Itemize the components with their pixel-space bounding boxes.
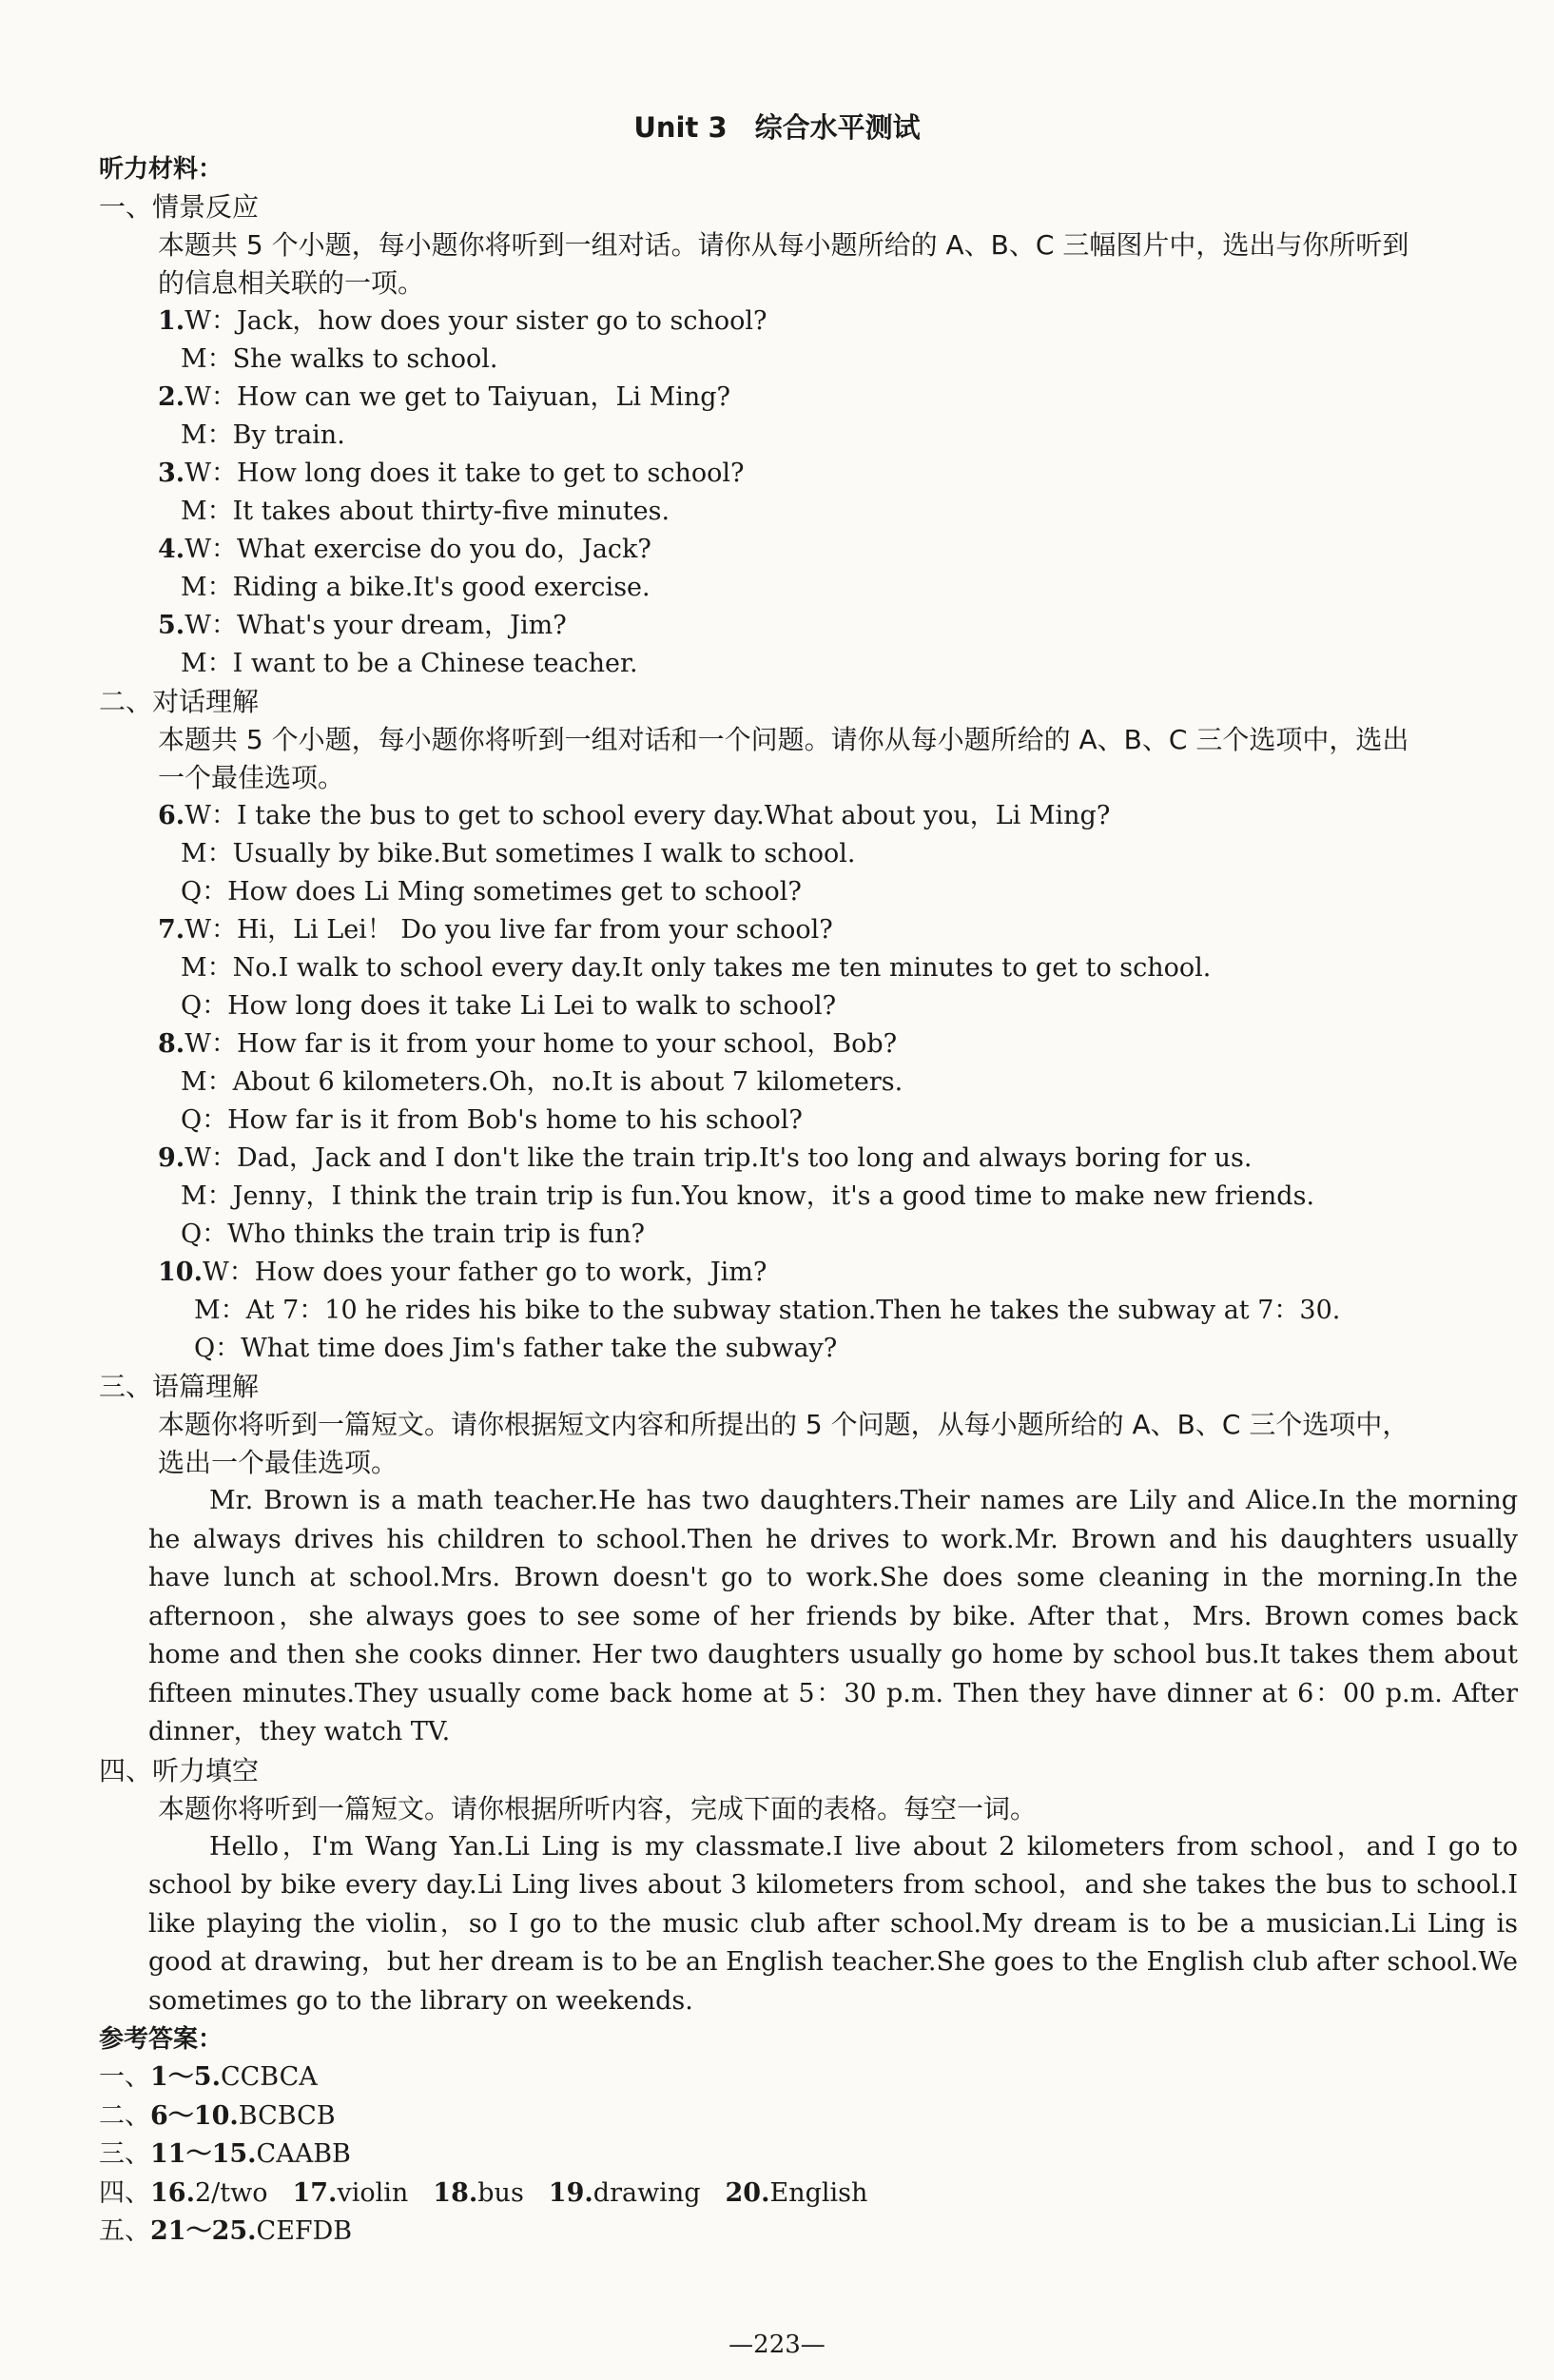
q7-w: 7.W：Hi，Li Lei！ Do you live far from your school? bbox=[158, 915, 833, 945]
section-3-passage: Mr. Brown is a math teacher.He has two daughters.Their names are Lily and Alice.In the morning he always drives his children to school.Then he drives to work.Mr. Brown and his daughters usually have lunch at school.Mrs. Brown doesn't go to work.She does some cleaning in the morning.In the afternoon，she always goes to see some of her friends by bike. After that，Mrs. Brown comes back home and then she cooks dinner. Her two daughters usually go home by school bus.It takes them about fifteen minutes.They usually come back home at 5：30 p.m. Then they have dinner at 6：00 p.m. After dinner，they watch TV. bbox=[148, 1486, 1518, 1746]
section-1-heading: 一、情景反应 bbox=[99, 191, 260, 223]
q3-m: M：It takes about thirty-five minutes. bbox=[181, 497, 670, 526]
q4-m: M：Riding a bike.It's good exercise. bbox=[181, 573, 651, 602]
q1-w: 1.W：Jack，how does your sister go to school? bbox=[158, 306, 767, 336]
q6-w: 6.W：I take the bus to get to school every day.What about you，Li Ming? bbox=[158, 801, 1111, 830]
content-body bbox=[99, 150, 1518, 2252]
section-1-intro: 本题共 5 个小题，每小题你将听到一组对话。请你从每小题所给的 A、B、C 三幅图片中，选出与你所听到的信息相关联的一项。 bbox=[158, 229, 1409, 299]
section-4-passage: Hello，I'm Wang Yan.Li Ling is my classmate.I live about 2 kilometers from school，and I go to school by bike every day.Li Ling lives about 3 kilometers from school，and she takes the bus to school.I like playing the violin，so I go to the music club after school.My dream is to be a musician.Li Ling is good at drawing，but her dream is to be an English teacher.She goes to the English club after school.We sometimes go to the library on weekends. bbox=[148, 1831, 1518, 2016]
q8-q: Q：How far is it from Bob's home to his school? bbox=[181, 1105, 803, 1135]
q5-m: M：I want to be a Chinese teacher. bbox=[181, 649, 638, 678]
answers-header: 参考答案： bbox=[99, 2025, 223, 2054]
q4-w: 4.W：What exercise do you do，Jack? bbox=[158, 535, 651, 564]
listening-header: 听力材料： bbox=[99, 155, 223, 184]
section-3-heading: 三、语篇理解 bbox=[99, 1371, 260, 1402]
q7-m: M：No.I walk to school every day.It only takes me ten minutes to get to school. bbox=[181, 953, 1212, 983]
q10-w: 10.W：How does your father go to work，Jim? bbox=[158, 1258, 767, 1287]
section-3-intro: 本题你将听到一篇短文。请你根据短文内容和所提出的 5 个问题，从每小题所给的 A、B、C 三个选项中，选出一个最佳选项。 bbox=[158, 1409, 1409, 1478]
page-title: Unit 3 综合水平测试 bbox=[633, 111, 921, 144]
answer-line-1: 一、1～5.CCBCA bbox=[99, 2062, 318, 2092]
q3-w: 3.W：How long does it take to get to school? bbox=[158, 458, 745, 488]
section-4-heading: 四、听力填空 bbox=[99, 1754, 260, 1786]
q8-w: 8.W：How far is it from your home to your school，Bob? bbox=[158, 1029, 898, 1059]
q2-m: M：By train. bbox=[181, 420, 345, 450]
q9-w: 9.W：Dad，Jack and I don't like the train trip.It's too long and always boring for us. bbox=[158, 1143, 1253, 1173]
q6-m: M：Usually by bike.But sometimes I walk to school. bbox=[181, 839, 856, 868]
q7-q: Q：How long does it take Li Lei to walk to school? bbox=[181, 991, 837, 1021]
q1-m: M：She walks to school. bbox=[181, 344, 498, 374]
page-number: —223— bbox=[728, 2331, 826, 2359]
q8-m: M：About 6 kilometers.Oh，no.It is about 7 kilometers. bbox=[181, 1067, 903, 1097]
answer-line-2: 二、6～10.BCBCB bbox=[99, 2100, 336, 2131]
q5-w: 5.W：What's your dream，Jim? bbox=[158, 611, 567, 640]
answer-line-4: 四、16.2/two 17.violin 18.bus 19.drawing 20.English bbox=[99, 2177, 868, 2208]
q9-m: M：Jenny，I think the train trip is fun.You know，it's a good time to make new friends. bbox=[181, 1181, 1315, 1211]
section-2-intro: 本题共 5 个小题，每小题你将听到一组对话和一个问题。请你从每小题所给的 A、B、C 三个选项中，选出一个最佳选项。 bbox=[158, 724, 1409, 793]
q9-q: Q：Who thinks the train trip is fun? bbox=[181, 1219, 646, 1249]
section-2-heading: 二、对话理解 bbox=[99, 686, 260, 717]
answer-line-5: 五、21～25.CEFDB bbox=[99, 2216, 353, 2246]
q2-w: 2.W：How can we get to Taiyuan，Li Ming? bbox=[158, 382, 731, 412]
answer-line-3: 三、11～15.CAABB bbox=[99, 2139, 351, 2169]
q10-m: M：At 7：10 he rides his bike to the subway station.Then he takes the subway at 7：30. bbox=[194, 1296, 1341, 1325]
q10-q: Q：What time does Jim's father take the subway? bbox=[194, 1334, 838, 1363]
section-4-intro: 本题你将听到一篇短文。请你根据所听内容，完成下面的表格。每空一词。 bbox=[158, 1792, 1038, 1824]
q6-q: Q：How does Li Ming sometimes get to school? bbox=[181, 877, 802, 907]
